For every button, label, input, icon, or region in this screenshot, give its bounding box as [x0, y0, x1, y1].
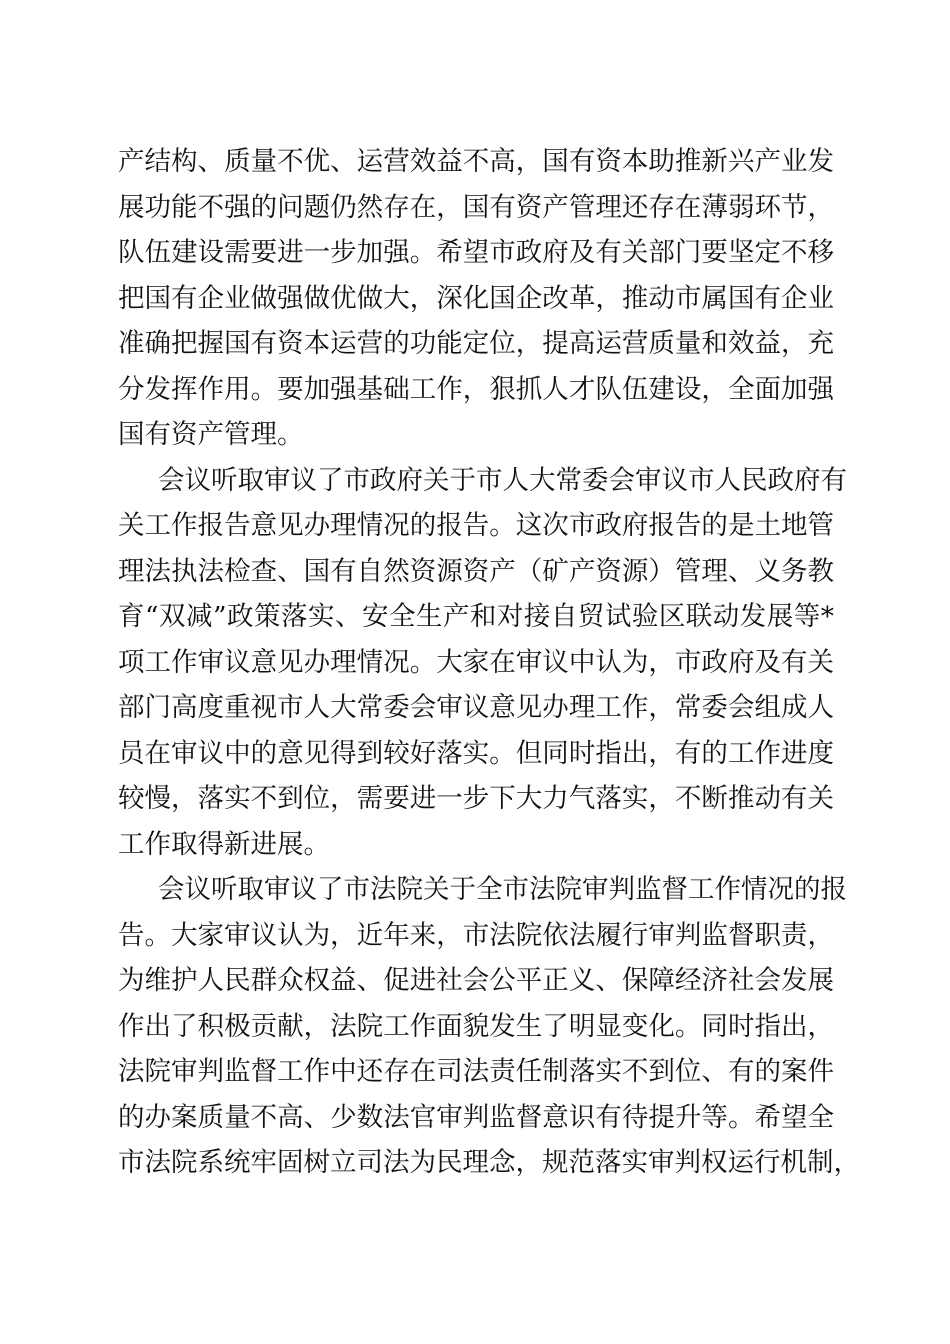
text-line: 理法执法检查、国有自然资源资产（矿产资源）管理、义务教: [118, 555, 834, 587]
paragraph-court-report: [118, 867, 860, 1186]
text-line: 的办案质量不高、少数法官审判监督意识有待提升等。希望全: [118, 1101, 834, 1133]
paragraph-state-assets: [118, 139, 834, 458]
text-line: 法院审判监督工作中还存在司法责任制落实不到位、有的案件: [118, 1056, 834, 1087]
text-line: 产结构、质量不优、运营效益不高，国有资本助推新兴产业发: [118, 146, 834, 177]
text-line: 员在审议中的意见得到较好落实。但同时指出，有的工作进度: [118, 737, 834, 769]
text-line: 把国有企业做强做优做大，深化国企改革，推动市属国有企业: [118, 282, 834, 314]
text-line: 项工作审议意见办理情况。大家在审议中认为，市政府及有关: [118, 646, 834, 678]
text-line: 关工作报告意见办理情况的报告。这次市政府报告的是土地管: [118, 510, 834, 541]
text-line: 工作取得新进展。: [118, 828, 330, 860]
text-line: 会议听取审议了市法院关于全市法院审判监督工作情况的报: [158, 874, 847, 905]
text-line: 作出了积极贡献，法院工作面貌发生了明显变化。同时指出，: [118, 1010, 834, 1042]
paragraph-government-report: [118, 458, 847, 868]
document-page: [118, 139, 860, 1186]
text-line: 较慢，落实不到位，需要进一步下大力气落实，不断推动有关: [118, 783, 834, 814]
text-line: 准确把握国有资本运营的功能定位，提高运营质量和效益，充: [118, 328, 834, 359]
text-line: 告。大家审议认为，近年来，市法院依法履行审判监督职责，: [118, 919, 834, 951]
text-line: 国有资产管理。: [118, 419, 304, 450]
text-line: 为维护人民群众权益、促进社会公平正义、保障经济社会发展: [118, 965, 834, 996]
text-line: 会议听取审议了市政府关于市人大常委会审议市人民政府有: [158, 464, 847, 496]
text-line: 分发挥作用。要加强基础工作，狠抓人才队伍建设，全面加强: [118, 373, 834, 405]
text-line: 育“双减”政策落实、安全生产和对接自贸试验区联动发展等*: [118, 601, 834, 632]
text-line: 展功能不强的问题仍然存在，国有资产管理还存在薄弱环节，: [118, 191, 834, 223]
text-line: 部门高度重视市人大常委会审议意见办理工作，常委会组成人: [118, 692, 834, 723]
text-line: 队伍建设需要进一步加强。希望市政府及有关部门要坚定不移: [118, 237, 834, 268]
text-line: 市法院系统牢固树立司法为民理念，规范落实审判权运行机制，: [118, 1147, 860, 1178]
